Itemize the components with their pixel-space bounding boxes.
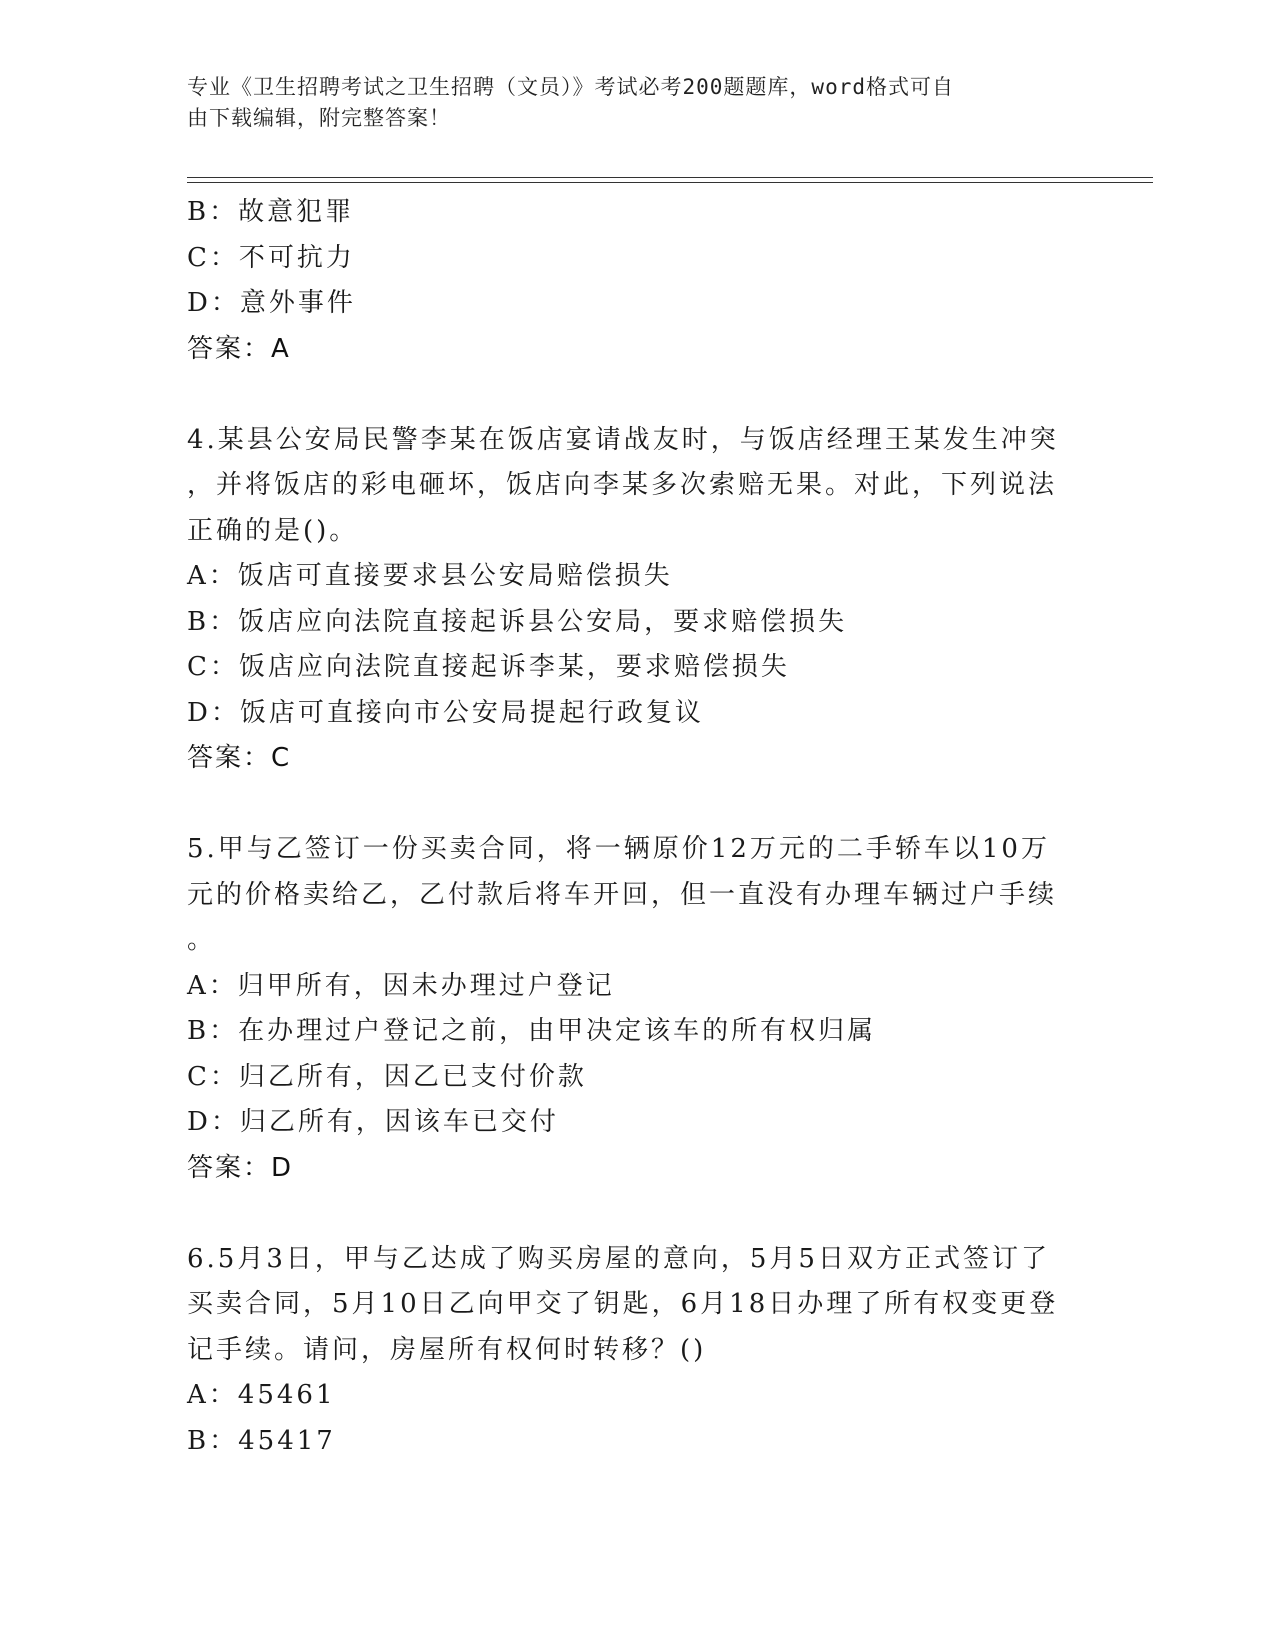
question-3 [187, 190, 1087, 372]
option-c: C：归乙所有，因乙已支付价款 [187, 1061, 587, 1092]
option-c: C：饭店应向法院直接起诉李某，要求赔偿损失 [187, 652, 790, 682]
answer: 答案：D [187, 1152, 294, 1183]
question-6 [187, 1237, 1087, 1465]
question-5 [187, 827, 1087, 1191]
question-text-line: 5.甲与乙签订一份买卖合同，将一辆原价12万元的二手轿车以10万 [187, 834, 1050, 864]
option-a: A：归甲所有，因未办理过户登记 [187, 970, 615, 1001]
spacer [187, 372, 1087, 418]
question-text-line: 6.5月3日，甲与乙达成了购买房屋的意向，5月5日双方正式签订了 [187, 1243, 1050, 1274]
question-text-line: 正确的是()。 [187, 515, 359, 546]
option-d: D：意外事件 [187, 288, 356, 318]
option-a: A：饭店可直接要求县公安局赔偿损失 [187, 561, 673, 591]
option-b: B：饭店应向法院直接起诉县公安局，要求赔偿损失 [187, 606, 848, 637]
answer: 答案：A [187, 333, 291, 364]
spacer [187, 1191, 1087, 1237]
document-header [187, 72, 1067, 134]
option-d: D：归乙所有，因该车已交付 [187, 1107, 559, 1137]
header-rule-top [187, 177, 1153, 178]
header-line-1: 专业《卫生招聘考试之卫生招聘（文员）》考试必考200题题库，word格式可自 [187, 75, 954, 99]
question-text-line: 。 [187, 925, 217, 955]
header-line-2: 由下载编辑，附完整答案！ [187, 106, 451, 130]
question-text-line: 元的价格卖给乙，乙付款后将车开回，但一直没有办理车辆过户手续 [187, 879, 1058, 910]
answer: 答案：C [187, 743, 292, 773]
option-c: C：不可抗力 [187, 242, 355, 273]
option-b: B：在办理过户登记之前，由甲决定该车的所有权归属 [187, 1016, 877, 1046]
question-list [187, 190, 1087, 1464]
option-b: B：45417 [187, 1425, 336, 1456]
header-rule-bottom [187, 182, 1153, 183]
question-text-line: 买卖合同，5月10日乙向甲交了钥匙，6月18日办理了所有权变更登 [187, 1289, 1059, 1319]
question-text-line: ，并将饭店的彩电砸坏，饭店向李某多次索赔无果。对此，下列说法 [187, 470, 1058, 500]
option-b: B：故意犯罪 [187, 197, 355, 227]
question-text-line: 记手续。请问，房屋所有权何时转移？() [187, 1334, 707, 1365]
spacer [187, 782, 1087, 828]
question-text-line: 4.某县公安局民警李某在饭店宴请战友时，与饭店经理王某发生冲突 [187, 424, 1059, 455]
question-4 [187, 418, 1087, 782]
option-a: A：45461 [187, 1380, 336, 1410]
option-d: D：饭店可直接向市公安局提起行政复议 [187, 697, 704, 728]
